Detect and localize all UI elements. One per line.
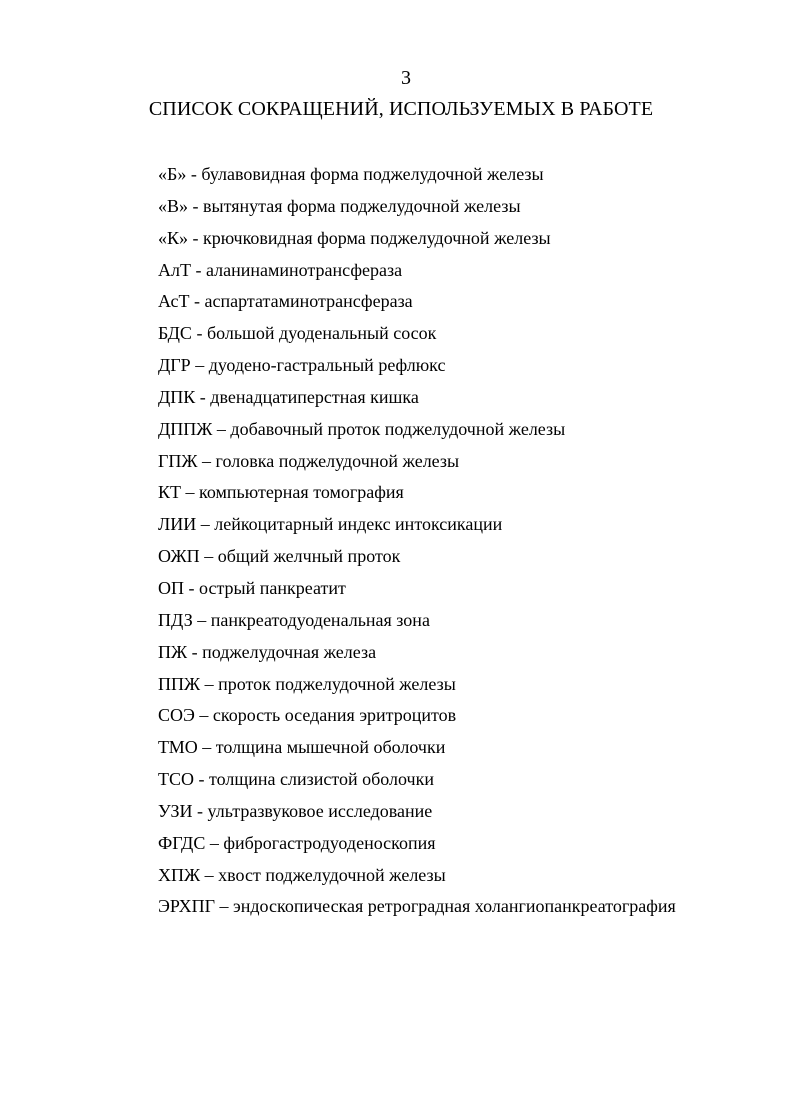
abbreviation-item bbox=[158, 414, 768, 446]
abbreviation-separator: – bbox=[204, 864, 214, 885]
abbreviation-term: АсТ bbox=[158, 291, 190, 312]
abbreviation-term: ДППЖ bbox=[158, 418, 213, 439]
abbreviation-term: ФГДС bbox=[158, 832, 206, 853]
abbreviation-item bbox=[158, 191, 768, 223]
abbreviation-term: ХПЖ bbox=[158, 864, 201, 885]
abbreviation-separator: - bbox=[199, 386, 206, 407]
abbreviation-definition: толщина мышечной оболочки bbox=[215, 737, 446, 758]
page-number: 3 bbox=[401, 67, 411, 89]
abbreviation-term: «К» bbox=[158, 227, 189, 248]
abbreviation-term: ПЖ bbox=[158, 641, 188, 662]
abbreviation-definition: толщина слизистой оболочки bbox=[209, 769, 434, 790]
abbreviation-definition: головка поджелудочной железы bbox=[215, 450, 460, 471]
abbreviation-separator: – bbox=[216, 418, 226, 439]
abbreviation-definition: двенадцатиперстная кишка bbox=[210, 386, 419, 407]
abbreviation-term: ДПК bbox=[158, 386, 196, 407]
abbreviation-item bbox=[158, 223, 768, 255]
abbreviation-definition: аланинаминотрансфераза bbox=[205, 259, 403, 280]
abbreviation-item bbox=[158, 509, 768, 541]
abbreviation-definition: эндоскопическая ретроградная холангиопанкреатография bbox=[233, 896, 676, 917]
abbreviation-term: УЗИ bbox=[158, 800, 193, 821]
abbreviation-definition: поджелудочная железа bbox=[202, 641, 377, 662]
abbreviation-separator: - bbox=[194, 291, 201, 312]
abbreviation-item bbox=[158, 350, 768, 382]
abbreviation-item bbox=[158, 446, 768, 478]
abbreviation-item bbox=[158, 286, 768, 318]
abbreviation-term: ЭРХПГ bbox=[158, 896, 216, 917]
abbreviation-item bbox=[158, 796, 768, 828]
abbreviation-definition: булавовидная форма поджелудочной железы bbox=[201, 164, 544, 184]
abbreviation-separator: - bbox=[197, 800, 204, 821]
abbreviation-definition: ультразвуковое исследование bbox=[207, 800, 433, 821]
abbreviation-definition: добавочный проток поджелудочной железы bbox=[230, 418, 566, 439]
abbreviation-definition: скорость оседания эритроцитов bbox=[212, 705, 457, 726]
abbreviation-term: КТ bbox=[158, 482, 182, 503]
abbreviation-term: ЛИИ bbox=[158, 514, 197, 535]
abbreviation-separator: - bbox=[188, 577, 195, 598]
abbreviation-definition: проток поджелудочной железы bbox=[218, 673, 456, 694]
abbreviation-separator: - bbox=[192, 227, 199, 248]
abbreviation-separator: - bbox=[196, 323, 203, 344]
abbreviation-term: «В» bbox=[158, 195, 189, 216]
abbreviation-separator: – bbox=[199, 705, 209, 726]
abbreviation-item bbox=[158, 669, 768, 701]
abbreviation-definition: хвост поджелудочной железы bbox=[218, 864, 446, 885]
abbreviation-separator: - bbox=[190, 164, 197, 184]
abbreviation-separator: – bbox=[219, 896, 229, 917]
abbreviation-term: ГПЖ bbox=[158, 450, 198, 471]
abbreviation-separator: – bbox=[202, 450, 212, 471]
abbreviation-definition: дуодено-гастральный рефлюкс bbox=[208, 355, 446, 376]
abbreviation-definition: лейкоцитарный индекс интоксикации bbox=[214, 514, 503, 535]
abbreviation-item bbox=[158, 764, 768, 796]
abbreviation-item bbox=[158, 573, 768, 605]
abbreviation-item bbox=[158, 700, 768, 732]
abbreviation-item bbox=[158, 828, 768, 860]
abbreviation-item bbox=[158, 605, 768, 637]
abbreviation-definition: фиброгастродуоденоскопия bbox=[223, 832, 436, 853]
abbreviation-separator: – bbox=[204, 673, 214, 694]
abbreviation-term: БДС bbox=[158, 323, 192, 344]
abbreviation-definition: вытянутая форма поджелудочной железы bbox=[203, 195, 521, 216]
abbreviation-separator: - bbox=[191, 641, 198, 662]
abbreviation-term: ОП bbox=[158, 577, 184, 598]
abbreviation-definition: панкреатодуоденальная зона bbox=[210, 609, 430, 630]
abbreviation-definition: крючковидная форма поджелудочной железы bbox=[203, 227, 551, 248]
abbreviation-definition: компьютерная томография bbox=[199, 482, 404, 503]
abbreviation-term: АлТ bbox=[158, 259, 191, 280]
abbreviation-definition: общий желчный проток bbox=[217, 546, 401, 567]
abbreviation-term: ПДЗ bbox=[158, 609, 193, 630]
abbreviation-item bbox=[158, 860, 768, 892]
abbreviation-separator: – bbox=[209, 832, 219, 853]
abbreviation-separator: – bbox=[202, 737, 212, 758]
abbreviation-definition: большой дуоденальный сосок bbox=[206, 323, 437, 344]
abbreviation-term: ОЖП bbox=[158, 546, 200, 567]
abbreviation-separator: – bbox=[200, 514, 210, 535]
abbreviation-item bbox=[158, 637, 768, 669]
abbreviation-item bbox=[158, 732, 768, 764]
abbreviation-separator: - bbox=[192, 195, 199, 216]
abbreviation-item bbox=[158, 891, 768, 923]
abbreviation-list bbox=[158, 159, 768, 923]
abbreviation-definition: острый панкреатит bbox=[199, 577, 346, 598]
abbreviation-term: «Б» bbox=[158, 164, 187, 184]
abbreviation-term: ТСО bbox=[158, 769, 194, 790]
abbreviation-item bbox=[158, 382, 768, 414]
abbreviation-separator: – bbox=[204, 546, 214, 567]
abbreviation-item bbox=[158, 477, 768, 509]
abbreviation-item bbox=[158, 255, 768, 287]
abbreviation-item bbox=[158, 159, 768, 191]
abbreviation-separator: – bbox=[195, 355, 205, 376]
abbreviation-term: ТМО bbox=[158, 737, 198, 758]
abbreviation-term: ДГР bbox=[158, 355, 191, 376]
abbreviation-item bbox=[158, 541, 768, 573]
abbreviation-definition: аспартатаминотрансфераза bbox=[204, 291, 413, 312]
abbreviation-term: ППЖ bbox=[158, 673, 201, 694]
page-title: СПИСОК СОКРАЩЕНИЙ, ИСПОЛЬЗУЕМЫХ В РАБОТЕ bbox=[148, 98, 654, 120]
abbreviation-separator: - bbox=[195, 259, 202, 280]
abbreviation-separator: – bbox=[185, 482, 195, 503]
abbreviation-item bbox=[158, 318, 768, 350]
abbreviation-term: СОЭ bbox=[158, 705, 195, 726]
abbreviation-separator: - bbox=[198, 769, 205, 790]
abbreviation-separator: – bbox=[197, 609, 207, 630]
